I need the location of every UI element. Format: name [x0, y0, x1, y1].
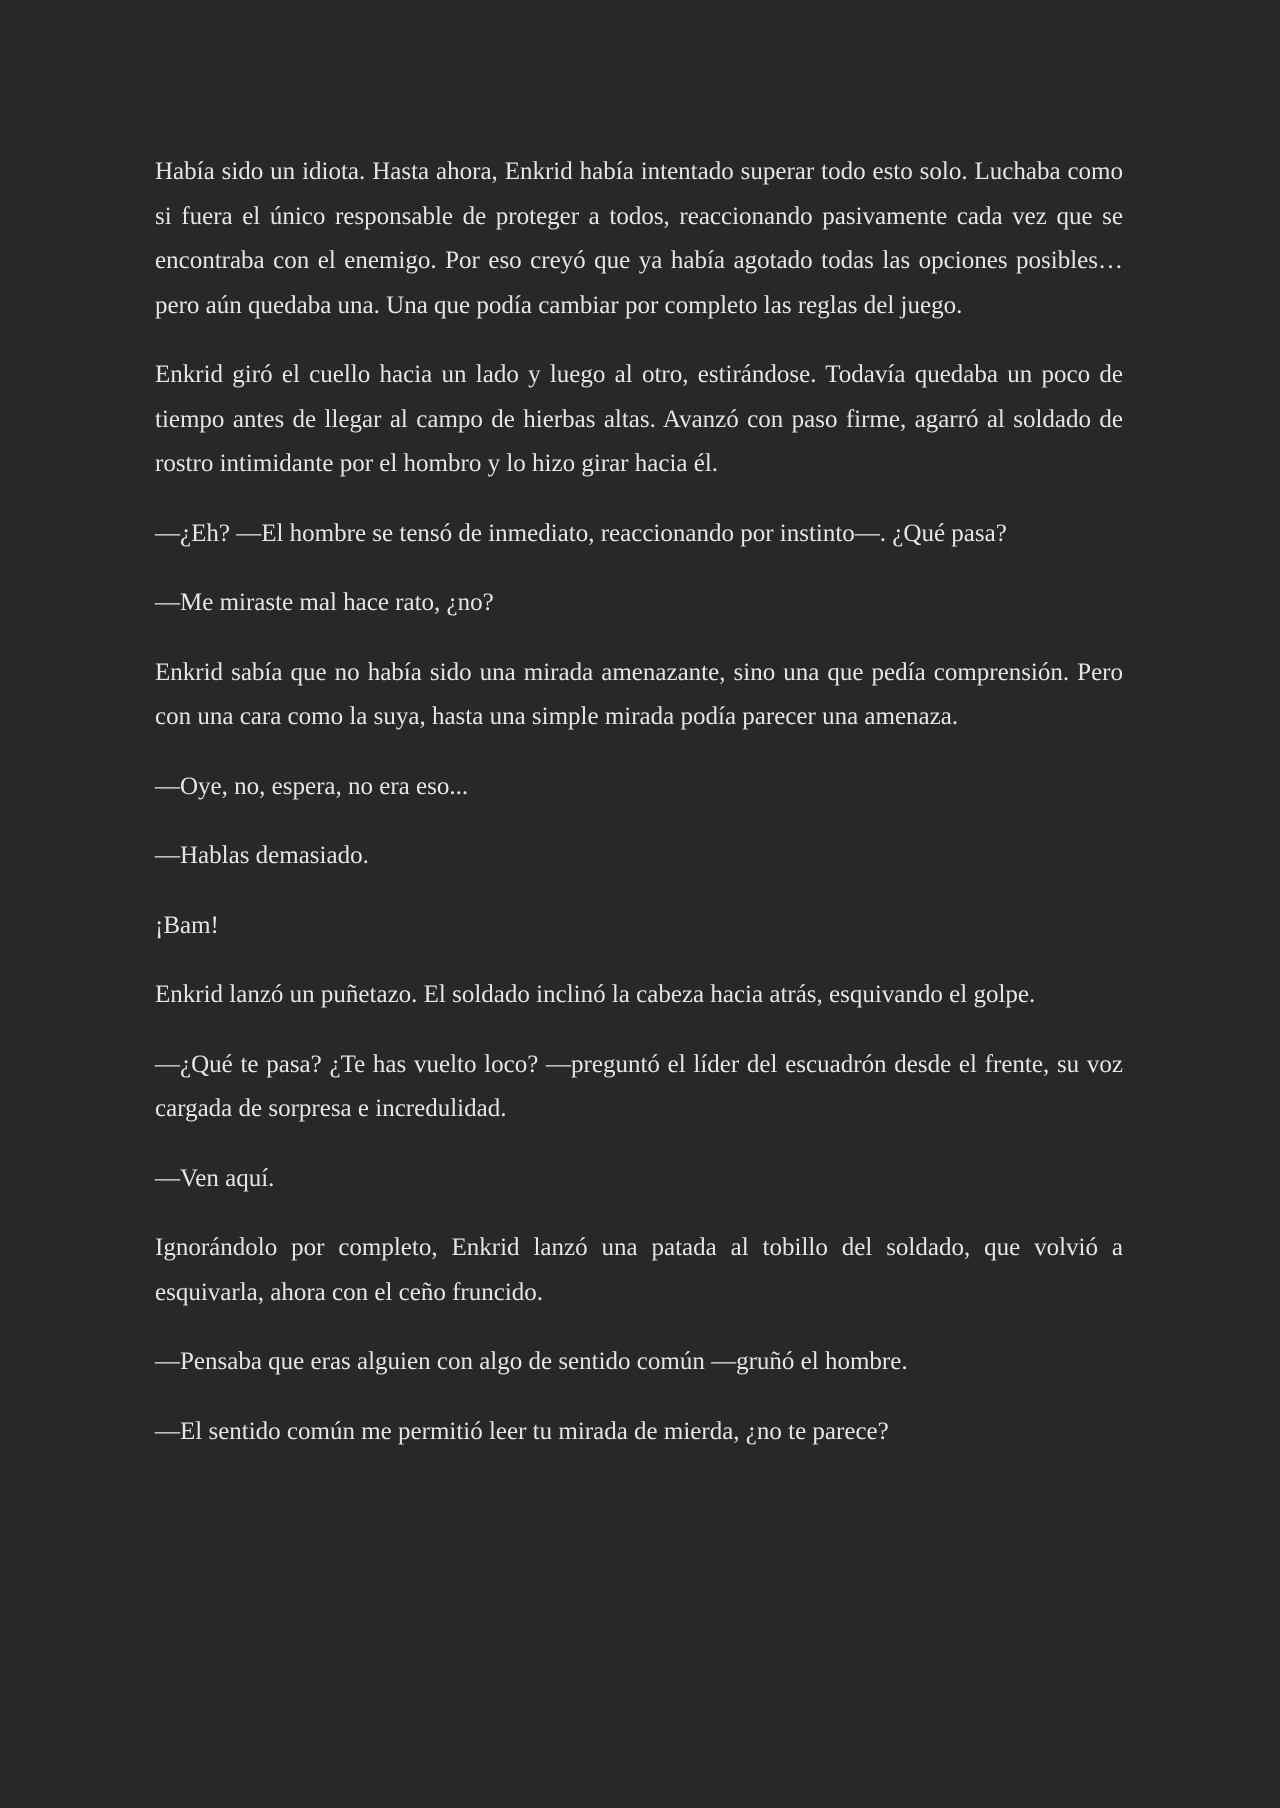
paragraph: Había sido un idiota. Hasta ahora, Enkrid había intentado superar todo esto solo. Luchaba como si fuera el único responsable de proteger a todos, reaccionando pasivamente cada vez que se encontraba con el enemigo. Por eso creyó que ya había agotado todas las opciones posibles… pero aún quedaba una. Una que podía cambiar por completo las reglas del juego.: [155, 158, 1123, 319]
paragraph: —Pensaba que eras alguien con algo de sentido común —gruñó el hombre.: [155, 1348, 908, 1375]
paragraph: —El sentido común me permitió leer tu mirada de mierda, ¿no te parece?: [155, 1417, 889, 1445]
paragraph: —Me miraste mal hace rato, ¿no?: [155, 589, 494, 616]
paragraph: Ignorándolo por completo, Enkrid lanzó una patada al tobillo del soldado, que volvió a esquivarla, ahora con el ceño fruncido.: [155, 1234, 1123, 1306]
paragraph: Enkrid giró el cuello hacia un lado y luego al otro, estirándose. Todavía quedaba un poco de tiempo antes de llegar al campo de hierbas altas. Avanzó con paso firme, agarró al soldado de rostro intimidante por el hombro y lo hizo girar hacia él.: [155, 361, 1123, 477]
paragraph: —Ven aquí.: [155, 1164, 275, 1192]
paragraph: Enkrid sabía que no había sido una mirada amenazante, sino una que pedía comprensión. Pero con una cara como la suya, hasta una simple mirada podía parecer una amenaza.: [155, 658, 1123, 730]
paragraph: Enkrid lanzó un puñetazo. El soldado inclinó la cabeza hacia atrás, esquivando el golpe.: [155, 981, 1036, 1008]
paragraph: —¿Qué te pasa? ¿Te has vuelto loco? —preguntó el líder del escuadrón desde el frente, su voz cargada de sorpresa e incredulidad.: [155, 1050, 1123, 1122]
paragraph: —¿Eh? —El hombre se tensó de inmediato, reaccionando por instinto—. ¿Qué pasa?: [155, 519, 1007, 547]
paragraph: —Hablas demasiado.: [155, 842, 369, 869]
paragraph: —Oye, no, espera, no era eso...: [155, 772, 469, 800]
chapter-text: [155, 150, 1123, 1479]
paragraph: ¡Bam!: [155, 911, 219, 939]
